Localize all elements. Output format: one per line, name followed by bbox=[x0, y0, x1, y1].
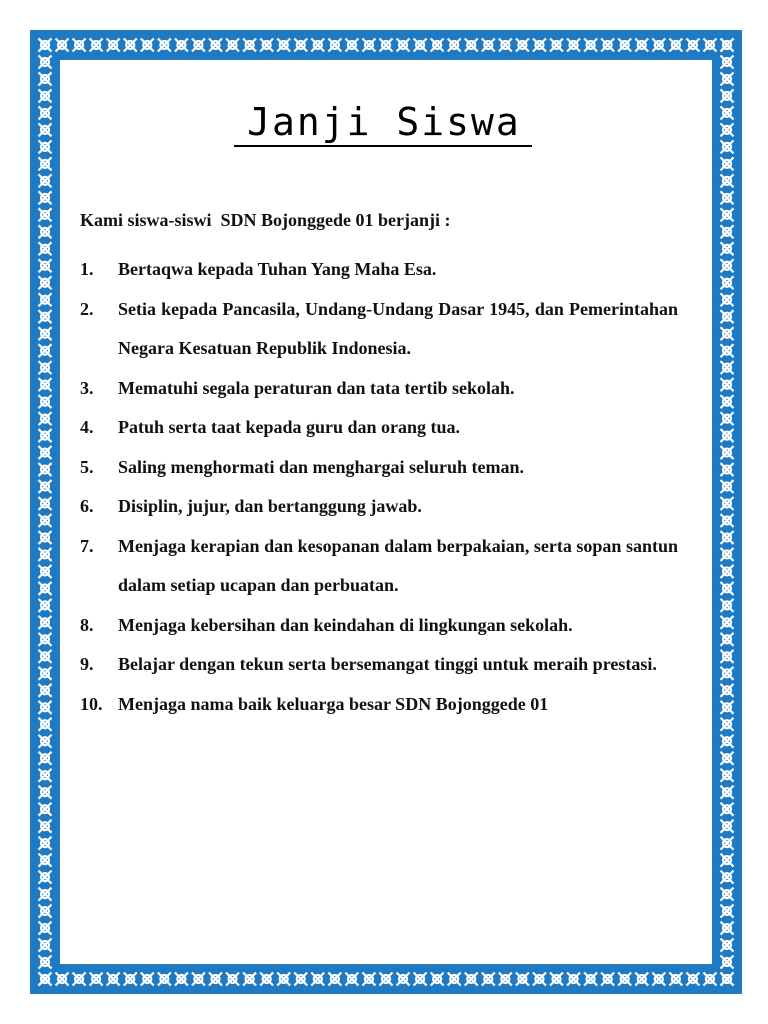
list-item bbox=[80, 290, 678, 369]
list-text: Belajar dengan tekun serta bersemangat tinggi untuk meraih prestasi. bbox=[118, 654, 657, 674]
list-text: Mematuhi segala peraturan dan tata tertib sekolah. bbox=[118, 377, 515, 398]
list-number: 10. bbox=[80, 693, 103, 714]
list-text: Saling menghormati dan menghargai seluruh teman. bbox=[118, 456, 525, 477]
list-number: 2. bbox=[80, 298, 94, 319]
list-text: Bertaqwa kepada Tuhan Yang Maha Esa. bbox=[118, 259, 437, 279]
list-text: Menjaga kebersihan dan keindahan di lingkungan sekolah. bbox=[118, 614, 573, 635]
list-text: Setia kepada Pancasila, Undang-Undang Dasar 1945, dan Pemerintahan Negara Kesatuan Republik Indonesia. bbox=[118, 298, 678, 358]
list-item bbox=[80, 645, 678, 685]
list-item bbox=[80, 408, 678, 448]
list-number: 9. bbox=[80, 654, 94, 674]
list-item bbox=[80, 369, 678, 409]
list-number: 4. bbox=[80, 417, 94, 437]
list-item bbox=[80, 250, 678, 290]
list-text: Patuh serta taat kepada guru dan orang tua. bbox=[118, 417, 461, 437]
list-item bbox=[80, 685, 678, 725]
list-item bbox=[80, 487, 678, 527]
list-number: 7. bbox=[80, 535, 94, 556]
intro-text: Kami siswa-siswi SDN Bojonggede 01 berjanji : bbox=[80, 210, 451, 230]
list-number: 5. bbox=[80, 456, 94, 477]
list-item bbox=[80, 606, 678, 646]
page-title: Janji Siswa bbox=[247, 100, 521, 144]
list-number: 1. bbox=[80, 259, 94, 279]
list-item bbox=[80, 448, 678, 488]
list-number: 3. bbox=[80, 377, 94, 398]
list-text: Menjaga nama baik keluarga besar SDN Bojonggede 01 bbox=[118, 693, 549, 714]
pledge-list bbox=[80, 250, 678, 724]
list-item bbox=[80, 527, 678, 606]
list-text: Disiplin, jujur, dan bertanggung jawab. bbox=[118, 496, 422, 516]
list-number: 6. bbox=[80, 496, 94, 516]
list-number: 8. bbox=[80, 614, 94, 635]
title-underline bbox=[234, 145, 532, 147]
list-text: Menjaga kerapian dan kesopanan dalam berpakaian, serta sopan santun dalam setiap ucapan dan perbuatan. bbox=[118, 535, 678, 595]
